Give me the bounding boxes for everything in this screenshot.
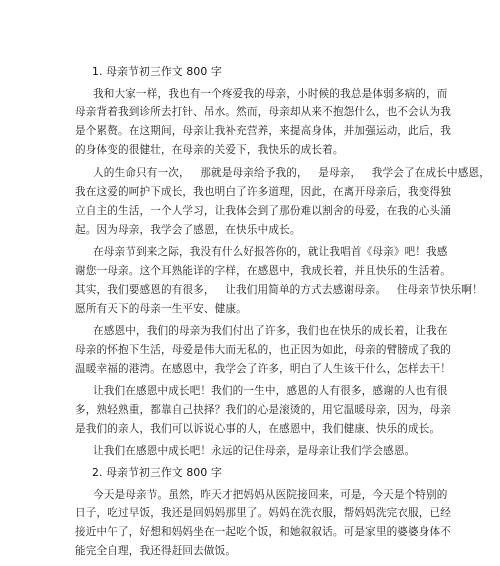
paragraph-line: 我在这爱的呵护下成长，我也明白了许多道理，因此，在离开母亲后，我变得独 xyxy=(75,186,452,198)
paragraph-line: 让我们在感恩中成长吧！永远的记住母亲，是母亲让我们学会感恩。 xyxy=(93,445,416,457)
section-2-heading: 2. 母亲节初三作文 800 字 xyxy=(92,466,222,479)
paragraph-line: 能完全自理，我还得赶回去做饭。 xyxy=(75,545,237,557)
paragraph-line: 多，熟轻熟重，都靠自己抉择？我们的心是滚烫的，用它温暖母亲，因为，母亲 xyxy=(75,404,452,416)
paragraph-line: 在母亲节到来之际，我没有什么好报答你的，就让我唱首《母亲》吧！我感 xyxy=(93,246,448,258)
paragraph-line: 我和大家一样，我也有一个疼爱我的母亲，小时候的我总是体弱多病的，而 xyxy=(93,88,448,100)
paragraph-line: 其实，我们要感恩的有很多， 让我们用简单的方式去感谢母亲。 住母亲节快乐啊！ xyxy=(75,284,483,296)
paragraph-line: 谢您一母亲。这个耳熟能详的字样，在感恩中，我成长着，并且快乐的生活着。 xyxy=(75,265,452,277)
paragraph-line: 温暖幸福的港湾。在感恩中，我学会了许多，明白了人生该干什么，怎样去干！ xyxy=(75,363,452,375)
paragraph-line: 的身体变的很健壮，在母亲的关爱下，我快乐的成长着。 xyxy=(75,144,344,156)
paragraph-line: 母亲背着我到诊所去打针、吊水。然而，母亲却从来不抱怨什么，也不会认为我 xyxy=(75,106,452,118)
paragraph-line: 是个累赘。在这期间，母亲让我补充营养，来提高身体，并加强运动，此后，我 xyxy=(75,125,452,137)
paragraph-line: 人的生命只有一次， 那就是母亲给予我的， 是母亲， 我学会了在成长中感恩， xyxy=(93,167,490,179)
paragraph-line: 母亲的怀抱下生活，母爱是伟大而无私的，也正因为如此，母亲的臂膀成了我的 xyxy=(75,344,452,356)
section-1-heading: 1. 母亲节初三作文 800 字 xyxy=(92,65,222,78)
paragraph-line: 在感恩中，我们的母亲为我们付出了许多，我们也在快乐的成长着，让我在 xyxy=(93,325,448,337)
paragraph-line: 今天是母亲节。虽然，昨天才把妈妈从医院接回来，可是，今天是个特别的 xyxy=(93,489,448,501)
paragraph-line: 让我们在感恩中成长吧！我们的一生中，感恩的人有很多，感谢的人也有很 xyxy=(93,385,448,397)
paragraph-line: 接近中午了，好想和妈妈坐在一起吃个饭，和她叙叙话。可是家里的婆婆身体不 xyxy=(75,526,452,538)
paragraph-line: 是我们的亲人，我们可以诉说心事的人，在感恩中，我们健康、快乐的成长。 xyxy=(75,423,441,435)
paragraph-line: 立自主的生活，一个人学习，让我体会到了那份难以割舍的母爱，在我的心头涌 xyxy=(75,205,452,217)
paragraph-line: 起。因为母亲，我学会了感恩，在快乐中成长。 xyxy=(75,224,301,236)
paragraph-line: 日子，吃过早饭，我还是回妈妈那里了。妈妈在洗衣服，帮妈妈洗完衣服，已经 xyxy=(75,507,452,519)
paragraph-line: 愿所有天下的母亲一生平安、健康。 xyxy=(75,303,247,315)
